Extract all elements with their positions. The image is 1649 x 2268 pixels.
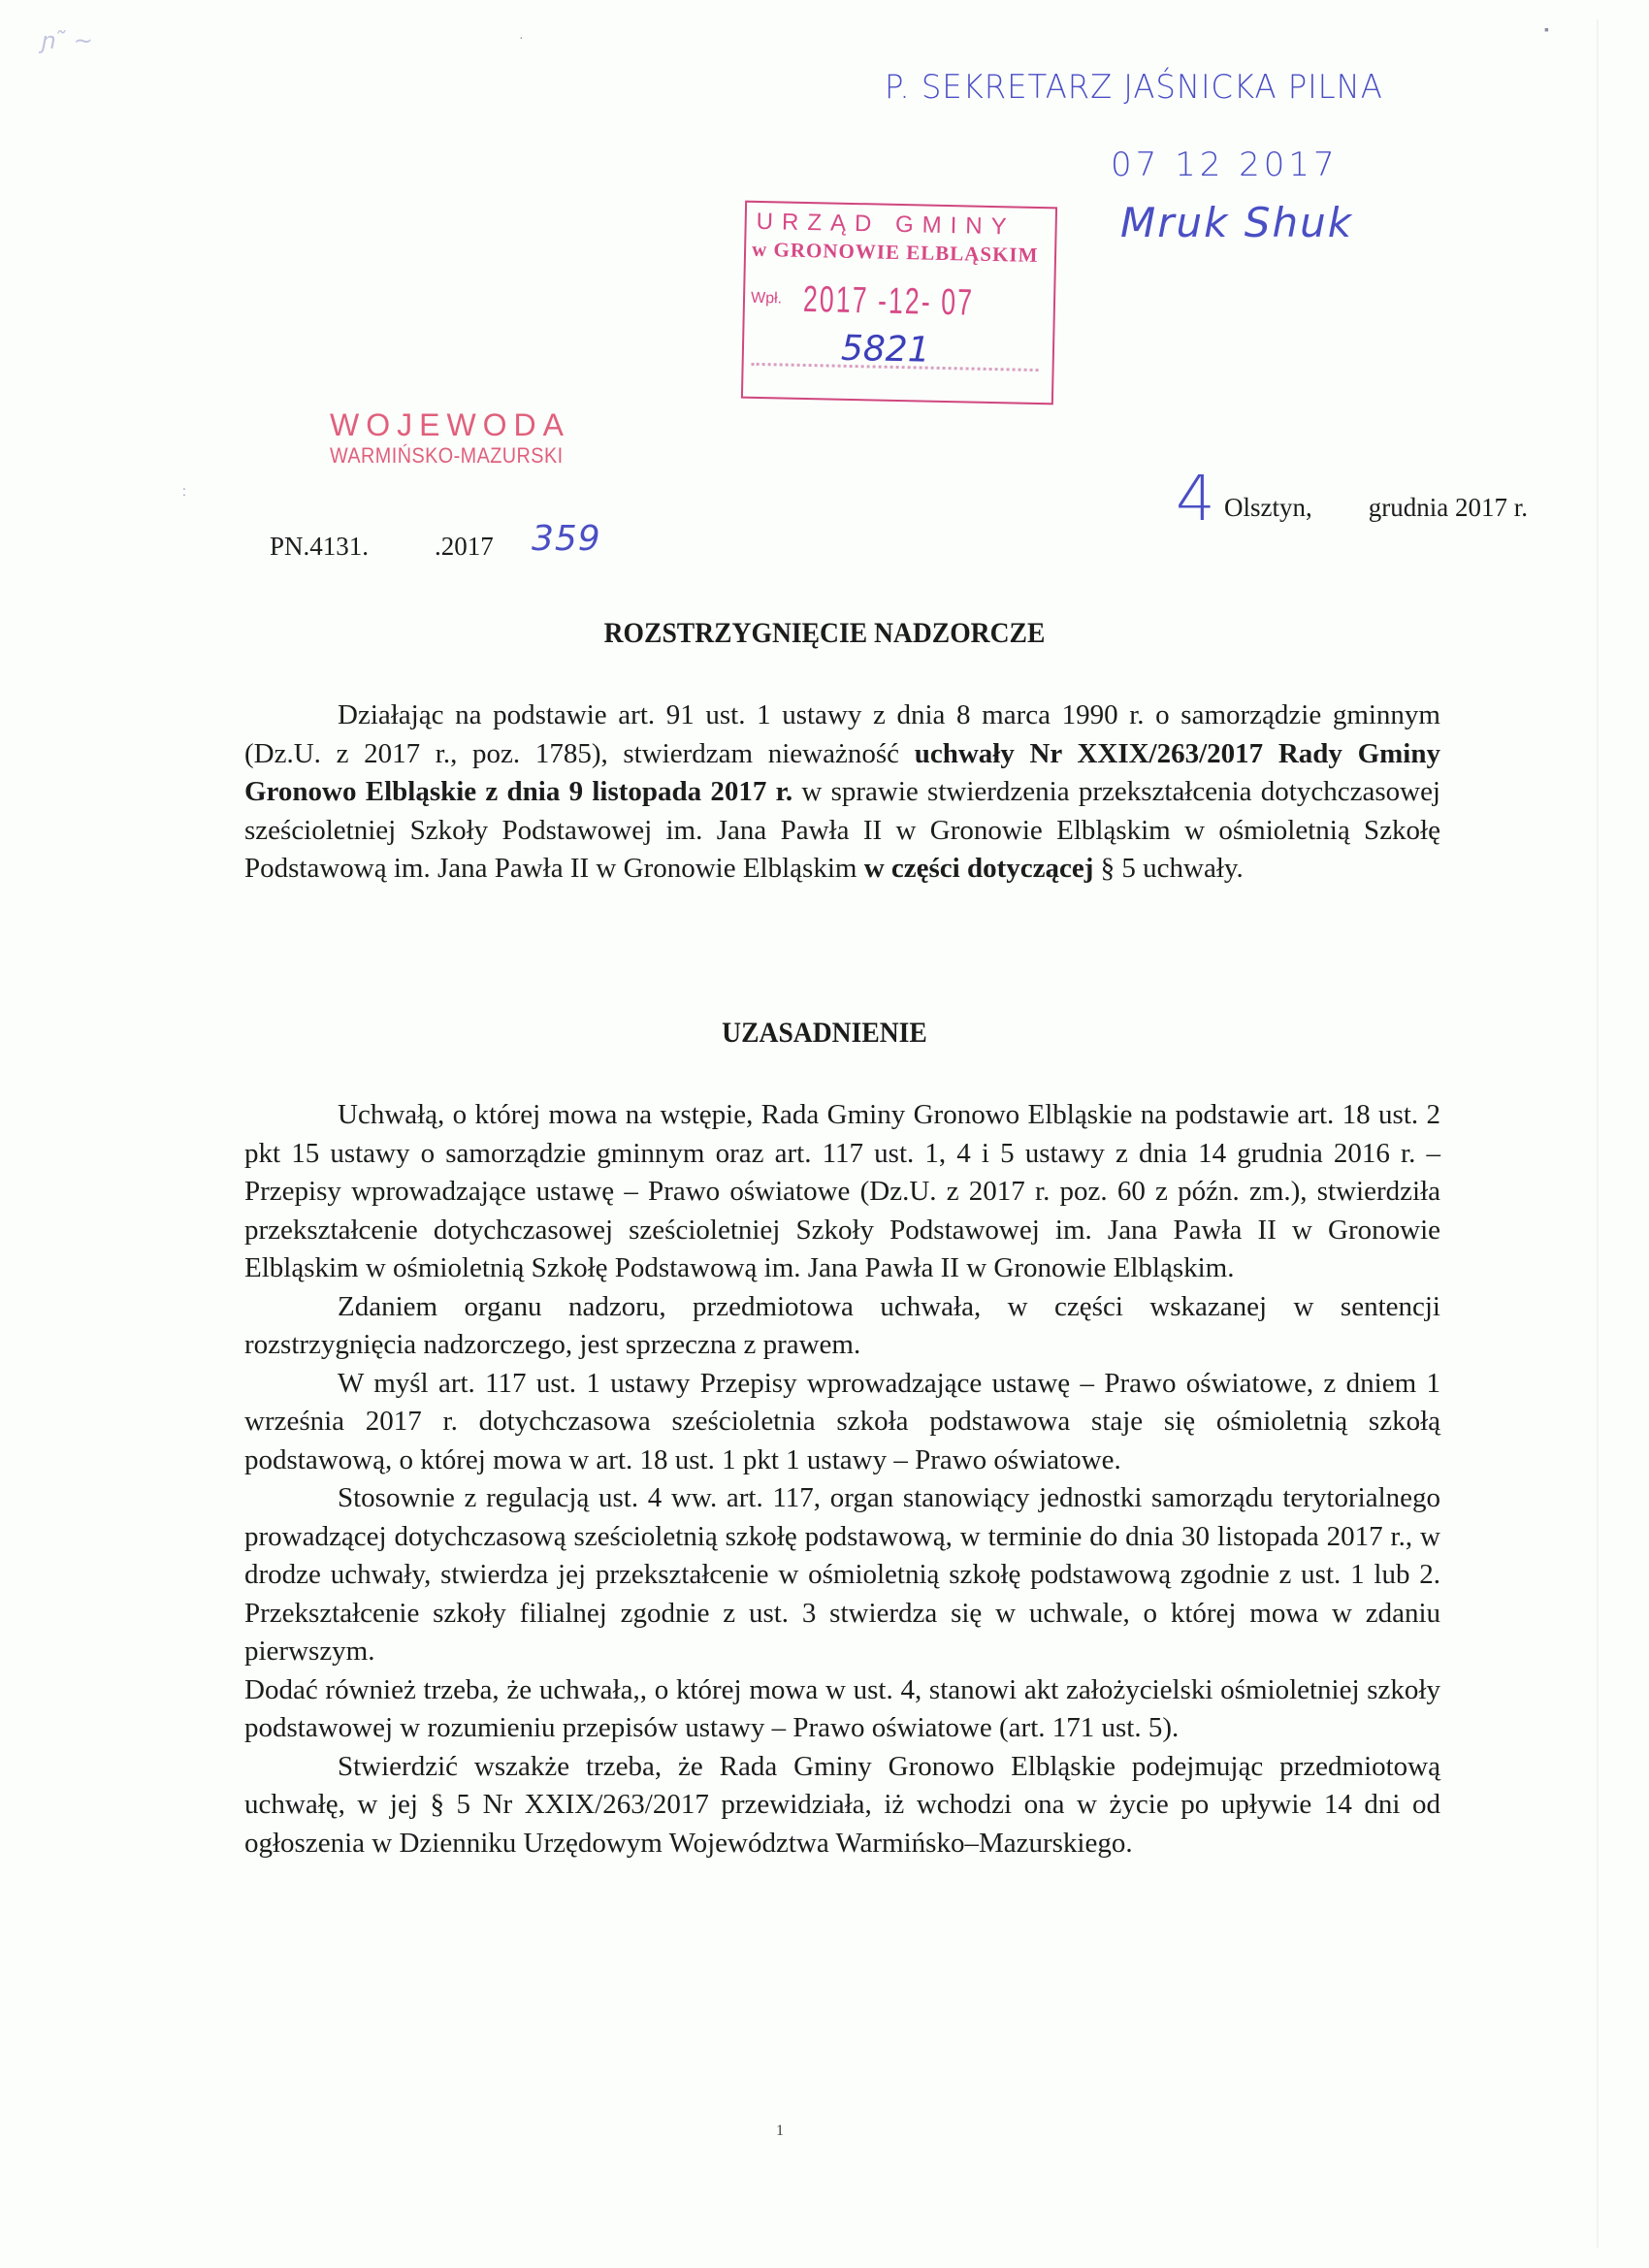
decision-text: w sprawie stwierdzenia przekształcenia dotychczasowej sześcioletniej Szkoły Podstawowej im. Jana Pawła II w Gronowie Elbląskim w ośmioletnią Szkołę Podstawową im. Jana Pawła II w Gronowie Elbląskim bbox=[244, 776, 1440, 884]
registry-stamp-location: w GRONOWIE ELBLĄSKIM bbox=[751, 237, 1039, 267]
registry-stamp-date: 2017 -12- 07 bbox=[802, 278, 975, 324]
place-date bbox=[1224, 493, 1528, 523]
case-number-suffix: .2017 bbox=[435, 532, 494, 561]
scan-speck: · bbox=[519, 29, 524, 45]
voivode-stamp-title: WOJEWODA bbox=[330, 407, 570, 442]
decision-paragraph bbox=[244, 697, 1440, 889]
registry-stamp-label: Wpł. bbox=[750, 289, 783, 308]
justification-paragraph: Stosownie z regulacją ust. 4 ww. art. 117, organ stanowiący jednostki samorządu terytorialnego prowadzącej dotychczasową sześcioletnią szkołę podstawową, w terminie do dnia 30 listopada 2017 r., w drodze uchwały, stwierdza jej przekształcenie w ośmioletnią szkołę podstawową zgodnie z ust. 1 lub 2. Przekształcenie szkoły filialnej zgodnie z ust. 3 stwierdza się w uchwale, o której mowa w zdaniu pierwszym. bbox=[244, 1482, 1440, 1667]
registry-stamp bbox=[741, 201, 1057, 405]
scan-speck: : bbox=[182, 483, 186, 499]
scan-speck: ▪ bbox=[1544, 21, 1549, 37]
decision-text: § 5 uchwały. bbox=[1093, 853, 1244, 884]
handwritten-signature: Mruk Shuk bbox=[1120, 199, 1354, 246]
corner-scribble: ɲ ̃ ~ bbox=[41, 27, 94, 54]
registry-stamp-number: 5821 bbox=[840, 328, 931, 371]
handwritten-day: 4 bbox=[1176, 464, 1216, 535]
decision-scope: w części dotyczącej bbox=[863, 853, 1094, 884]
voivode-stamp bbox=[330, 407, 589, 469]
decision-resolution-ref: uchwały Nr XXIX/263/2017 Rady Gminy Gronowo Elbląskie z dnia 9 listopada 2017 r. bbox=[244, 737, 1440, 807]
justification-paragraph: Dodać również trzeba, że uchwała,, o której mowa w ust. 4, stanowi akt założycielski ośmioletniej szkoły podstawowej w rozumieniu przepisów ustawy – Prawo oświatowe (art. 171 ust. 5). bbox=[244, 1673, 1440, 1743]
date-text: grudnia 2017 r. bbox=[1368, 493, 1528, 522]
case-number-prefix: PN.4131. bbox=[270, 532, 370, 561]
place-name: Olsztyn, bbox=[1224, 493, 1312, 522]
justification-paragraph: Zdaniem organu nadzoru, przedmiotowa uchwała, w części wskazanej w sentencji rozstrzygnięcia nadzorczego, jest sprzeczna z prawem. bbox=[244, 1290, 1440, 1360]
document-title: ROZSTRZYGNIĘCIE NADZORCZE bbox=[603, 617, 1046, 649]
voivode-stamp-subtitle: WARMIŃSKO-MAZURSKI bbox=[330, 443, 564, 468]
justification-paragraph: Uchwałą, o której mowa na wstępie, Rada Gminy Gronowo Elbląskie na podstawie art. 18 ust. 2 pkt 15 ustawy o samorządzie gminnym oraz art. 117 ust. 1, 4 i 5 ustawy z dnia 14 grudnia 2016 r. – Przepisy wprowadzające ustawę – Prawo oświatowe (Dz.U. z 2017 r. poz. 60 z późn. zm.), stwierdziła przekształcenie dotychczasowej sześcioletniej Szkoły Podstawowej im. Jana Pawła II w Gronowie Elbląskim w ośmioletnią Szkołę Podstawową im. Jana Pawła II w Gronowie Elbląskim. bbox=[244, 1099, 1440, 1283]
handwritten-date: 07 12 2017 bbox=[1111, 146, 1339, 184]
scan-edge bbox=[1597, 19, 1599, 2249]
decision-text: Działając na podstawie art. 91 ust. 1 ustawy z dnia 8 marca 1990 r. o samorządzie gminnym (Dz.U. z 2017 r., poz. 1785), stwierdzam nieważność bbox=[244, 699, 1440, 769]
registry-stamp-office: URZĄD GMINY bbox=[756, 208, 1016, 241]
page-number: 1 bbox=[776, 2122, 784, 2139]
case-number bbox=[270, 532, 494, 562]
justification-paragraph: W myśl art. 117 ust. 1 ustawy Przepisy wprowadzające ustawę – Prawo oświatowe, z dniem 1 września 2017 r. dotychczasowa sześcioletnia szkoła podstawowa staje się ośmioletnią szkołą podstawową, o której mowa w art. 18 ust. 1 pkt 1 ustawy – Prawo oświatowe. bbox=[244, 1367, 1440, 1475]
justification-section bbox=[244, 1096, 1440, 1863]
justification-title: UZASADNIENIE bbox=[722, 1017, 927, 1049]
handwritten-case-number: 359 bbox=[532, 519, 601, 559]
justification-paragraph: Stwierdzić wszakże trzeba, że Rada Gminy Gronowo Elbląskie podejmując przedmiotową uchwałę, w jej § 5 Nr XXIX/263/2017 przewidziała, iż wchodzi ona w życie po upływie 14 dni od ogłoszenia w Dzienniku Urzędowym Województwa Warmińsko–Mazurskiego. bbox=[244, 1750, 1440, 1859]
decision-section bbox=[244, 697, 1440, 889]
handwritten-routing-note: P. SEKRETARZ JAŚNICKA PILNA bbox=[885, 68, 1383, 107]
